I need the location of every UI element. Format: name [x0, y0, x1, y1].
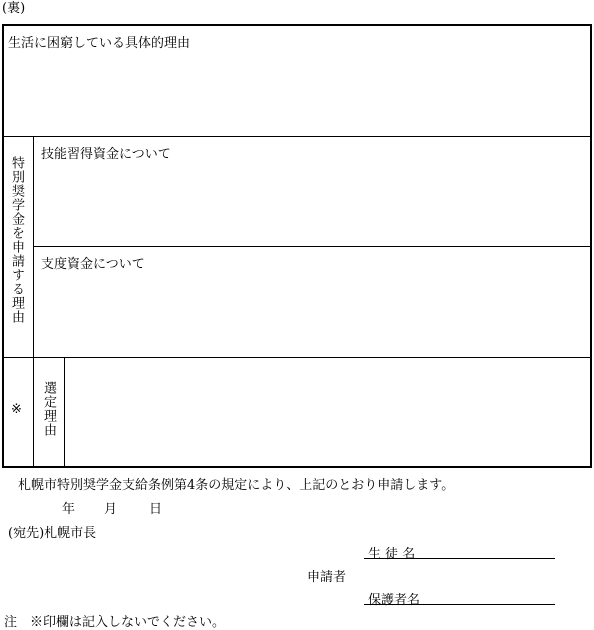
selection-reason-field [66, 359, 590, 466]
skills-fund-label: 技能習得資金について [41, 147, 171, 162]
hardship-reason-field[interactable] [4, 54, 590, 134]
selection-reason-vertical-label: 選定理由 [41, 381, 56, 437]
office-use-mark: ※ [11, 402, 22, 417]
preparation-fund-label: 支度資金について [41, 257, 145, 272]
guardian-name-field[interactable] [364, 589, 555, 605]
date-month-label: 月 [104, 502, 118, 517]
divider-selection-label-column [64, 357, 65, 466]
skills-fund-field[interactable] [35, 164, 590, 244]
guardian-name-label: 保護者名 [368, 593, 421, 608]
divider-special-bottom [4, 357, 590, 358]
student-name-label: 生 徒 名 [368, 547, 416, 562]
date-year-label: 年 [62, 502, 76, 517]
special-reason-vertical-label: 特別奨学金を申請する理由 [9, 156, 24, 324]
addressee-text: (宛先)札幌市長 [8, 526, 97, 541]
preparation-fund-field[interactable] [35, 274, 590, 354]
note-text: 注 ※印欄は記入しないでください。 [4, 615, 226, 630]
student-name-field[interactable] [364, 543, 555, 559]
date-day-label: 日 [149, 502, 163, 517]
divider-special-label-column [33, 136, 34, 466]
hardship-reason-label: 生活に困窮している具体的理由 [8, 36, 191, 51]
page-side-label: (裏) [2, 1, 26, 16]
application-form-table [2, 24, 592, 468]
divider-skills-bottom [34, 246, 590, 247]
declaration-text: 札幌市特別奨学金支給条例第4条の規定により、上記のとおり申請します。 [18, 478, 455, 493]
applicant-label: 申請者 [307, 570, 347, 585]
divider-reason-bottom [4, 136, 590, 137]
